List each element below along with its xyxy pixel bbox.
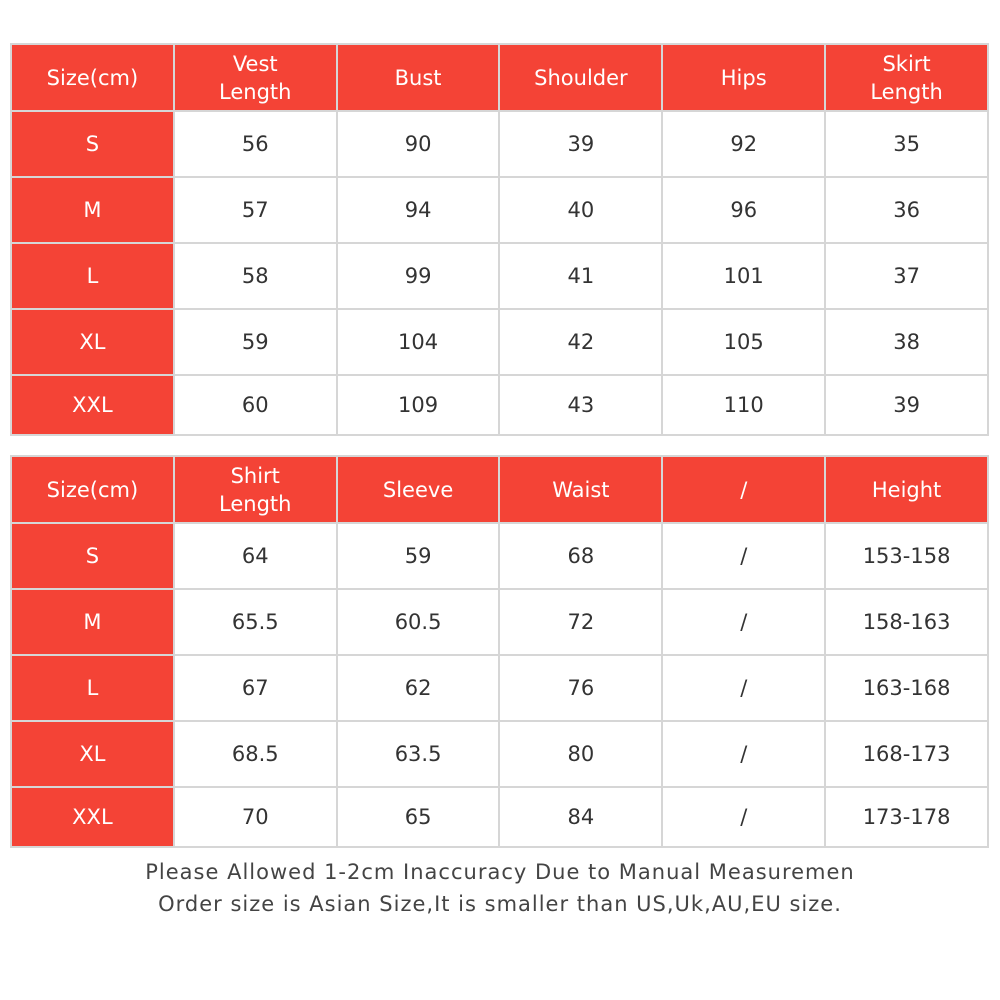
waist-value: 72 <box>499 589 662 655</box>
header-waist <box>499 456 662 523</box>
header-label: Height <box>871 477 942 502</box>
size-label: XL <box>11 721 174 787</box>
size-label: S <box>11 523 174 589</box>
vest-length-value: 59 <box>174 309 337 375</box>
shirt-length-value: 65.5 <box>174 589 337 655</box>
sleeve-value: 59 <box>337 523 500 589</box>
shoulder-value: 43 <box>499 375 662 435</box>
slash-value: / <box>662 787 825 847</box>
table-row <box>11 523 988 589</box>
bust-value: 90 <box>337 111 500 177</box>
hips-value: 110 <box>662 375 825 435</box>
header-label-line2: Length <box>219 491 292 516</box>
skirt-length-value: 35 <box>825 111 988 177</box>
header-label-line1: Vest <box>232 51 278 76</box>
sleeve-value: 65 <box>337 787 500 847</box>
bust-value: 109 <box>337 375 500 435</box>
table-row <box>11 375 988 435</box>
asian-size-note: Order size is Asian Size,It is smaller than US,Uk,AU,EU size. <box>158 892 842 916</box>
slash-value: / <box>662 721 825 787</box>
height-value: 153-158 <box>825 523 988 589</box>
hips-value: 96 <box>662 177 825 243</box>
table-row <box>11 177 988 243</box>
header-label: Size(cm) <box>46 65 139 90</box>
vest-length-value: 56 <box>174 111 337 177</box>
header-row <box>11 456 988 523</box>
header-vest-length <box>174 44 337 111</box>
table-row <box>11 721 988 787</box>
table-row <box>11 111 988 177</box>
header-label: Sleeve <box>382 477 454 502</box>
header-size <box>11 456 174 523</box>
bust-value: 99 <box>337 243 500 309</box>
header-label-line1: Shirt <box>230 463 280 488</box>
shoulder-value: 42 <box>499 309 662 375</box>
slash-value: / <box>662 655 825 721</box>
table-row <box>11 589 988 655</box>
header-height <box>825 456 988 523</box>
height-value: 168-173 <box>825 721 988 787</box>
height-value: 158-163 <box>825 589 988 655</box>
waist-value: 84 <box>499 787 662 847</box>
skirt-length-value: 39 <box>825 375 988 435</box>
size-label: L <box>11 243 174 309</box>
shoulder-value: 39 <box>499 111 662 177</box>
shoulder-value: 41 <box>499 243 662 309</box>
header-shirt-length <box>174 456 337 523</box>
size-label: XXL <box>11 375 174 435</box>
waist-value: 76 <box>499 655 662 721</box>
size-table-top <box>10 43 989 436</box>
header-row <box>11 44 988 111</box>
header-label-line2: Length <box>870 79 943 104</box>
header-sleeve <box>337 456 500 523</box>
size-label: XL <box>11 309 174 375</box>
header-label-line1: Skirt <box>882 51 931 76</box>
size-label: XXL <box>11 787 174 847</box>
height-value: 163-168 <box>825 655 988 721</box>
table-row <box>11 787 988 847</box>
size-table-bottom <box>10 455 989 848</box>
table-row <box>11 243 988 309</box>
table-row <box>11 655 988 721</box>
sleeve-value: 63.5 <box>337 721 500 787</box>
shirt-length-value: 67 <box>174 655 337 721</box>
header-slash <box>662 456 825 523</box>
bust-value: 104 <box>337 309 500 375</box>
waist-value: 68 <box>499 523 662 589</box>
header-label-line2: Length <box>219 79 292 104</box>
slash-value: / <box>662 523 825 589</box>
header-label: Bust <box>394 65 442 90</box>
skirt-length-value: 37 <box>825 243 988 309</box>
size-label: M <box>11 177 174 243</box>
hips-value: 101 <box>662 243 825 309</box>
header-label: Size(cm) <box>46 477 139 502</box>
vest-length-value: 60 <box>174 375 337 435</box>
height-value: 173-178 <box>825 787 988 847</box>
shirt-length-value: 70 <box>174 787 337 847</box>
vest-length-value: 57 <box>174 177 337 243</box>
inaccuracy-note: Please Allowed 1-2cm Inaccuracy Due to Manual Measuremen <box>145 860 855 884</box>
size-label: S <box>11 111 174 177</box>
header-shoulder <box>499 44 662 111</box>
table-row <box>11 309 988 375</box>
bust-value: 94 <box>337 177 500 243</box>
hips-value: 92 <box>662 111 825 177</box>
size-label: M <box>11 589 174 655</box>
header-size <box>11 44 174 111</box>
header-label: Hips <box>720 65 767 90</box>
hips-value: 105 <box>662 309 825 375</box>
skirt-length-value: 36 <box>825 177 988 243</box>
header-hips <box>662 44 825 111</box>
header-bust <box>337 44 500 111</box>
header-label: Waist <box>552 477 610 502</box>
shirt-length-value: 64 <box>174 523 337 589</box>
header-skirt-length <box>825 44 988 111</box>
sleeve-value: 62 <box>337 655 500 721</box>
shirt-length-value: 68.5 <box>174 721 337 787</box>
skirt-length-value: 38 <box>825 309 988 375</box>
vest-length-value: 58 <box>174 243 337 309</box>
header-label: Shoulder <box>534 65 628 90</box>
sleeve-value: 60.5 <box>337 589 500 655</box>
shoulder-value: 40 <box>499 177 662 243</box>
header-label: / <box>740 477 748 502</box>
size-label: L <box>11 655 174 721</box>
waist-value: 80 <box>499 721 662 787</box>
slash-value: / <box>662 589 825 655</box>
